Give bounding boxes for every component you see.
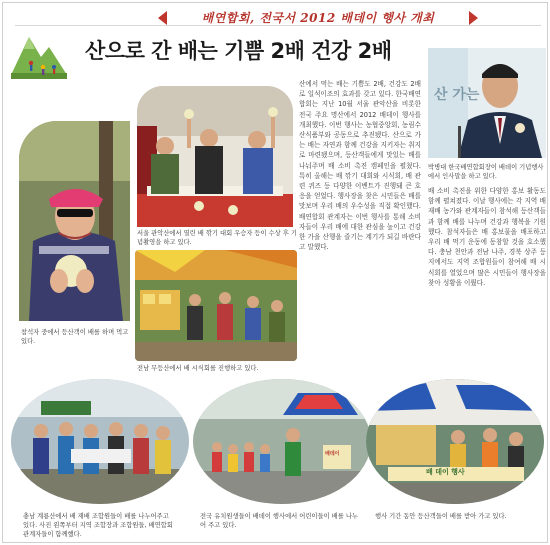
photo-banner-text: 산 가는 (434, 87, 480, 103)
photo-tasting-caption: 전남 무등산에서 배 시식회를 진행하고 있다. (137, 365, 259, 372)
photo-woman-with-pear (19, 121, 130, 321)
photo-speaker-caption: 박병대 한국배연합회장이 배데이 기념행사에서 인사말을 하고 있다. (428, 164, 544, 180)
photo-speaker-portrait (428, 48, 546, 158)
bottom-caption-3: 행사 기간 동안 등산객들이 배를 받아 가고 있다. (375, 513, 507, 520)
photo-contest-winners (137, 86, 293, 227)
oval-photo-pear-booth (366, 379, 544, 504)
kicker-text: 배연합회, 전국서 2012 배데이 행사 개최 (201, 11, 435, 25)
kicker-left-marker (158, 11, 167, 25)
mountain-hikers-icon (11, 23, 67, 79)
kicker-bar (158, 9, 478, 26)
oval-sign-booth: 배 데이 행사 (426, 468, 465, 476)
newspaper-page (2, 2, 548, 543)
oval-sign-children: 배데이 (325, 451, 340, 457)
kicker-rule (15, 25, 541, 26)
photo-woman-caption: 참석자 중에서 등산객이 배를 하며 먹고 있다. (21, 329, 129, 345)
article-column-1: 산에서 먹는 배는 기쁨도 2배, 건강도 2배로 일석이조의 효과를 갖고 있다. 한국배연합회는 지난 10월 서울 관악산을 비롯한 전국 주요 명산에서 2012 배데이 행사를 개최했다. 이번 행사는 농협중앙회, 농림수산식품부와 공동으로 추진됐다. 산으로 가는 배는 자연과 함께 건강을 지키자는 취지로 마련됐으며, 등산객들에게 맛있는 배를 나눠주며 배 소비 촉진 캠페인을 펼쳤다. 특히 올해는 배 깎기 대회와 시식회, 배 관련 퀴즈 등 다양한 이벤트가 진행돼 큰 호응을 얻었다. 행사장을 찾은 시민들은 배를 맛보며 우리 배의 우수성을 직접 확인했다. 배연합회 관계자는 이번 행사를 통해 소비자들이 우리 배에 대한 관심을 높이고 건강한 가을 산행을 즐기는 계기가 되길 바란다고 말했다. (299, 80, 421, 252)
article-column-2: 배 소비 촉진을 위한 다양한 홍보 활동도 함께 펼쳐졌다. 이날 행사에는 각 지역 배 재배 농가와 관계자들이 참석해 등산객들과 함께 배를 나누며 건강과 행복을 기원했다. 참석자들은 배 홍보물을 배포하고 우리 배 먹기 운동에 동참할 것을 호소했다. 충남 천안과 전남 나주, 경북 상주 등지에서도 지역 조합원들이 참여해 배 시식회를 열었으며 많은 시민들이 행사장을 찾아 성황을 이뤘다. (428, 187, 546, 287)
kicker-right-marker (469, 11, 478, 25)
photo-contest-caption: 서울 관악산에서 열린 배 깎기 대회 우승자 등이 수상 후 기념촬영을 하고 있다. (137, 230, 297, 246)
oval-photo-children (193, 379, 371, 504)
oval-photo-volunteers (11, 379, 189, 504)
page-headline: 산으로 간 배는 기쁨 2배 건강 2배 (85, 39, 392, 63)
photo-tasting-booth (135, 250, 297, 361)
bottom-caption-2: 전국 유치원생들이 배데이 행사에서 어린이들이 배를 나누어 주고 있다. (200, 513, 358, 529)
bottom-caption-1: 충남 계룡산에서 배 재배 조합원들이 배를 나누어주고 있다. 사진 왼쪽부터 지역 조합장과 조합원들, 배연합회 관계자들이 함께했다. (23, 513, 173, 538)
